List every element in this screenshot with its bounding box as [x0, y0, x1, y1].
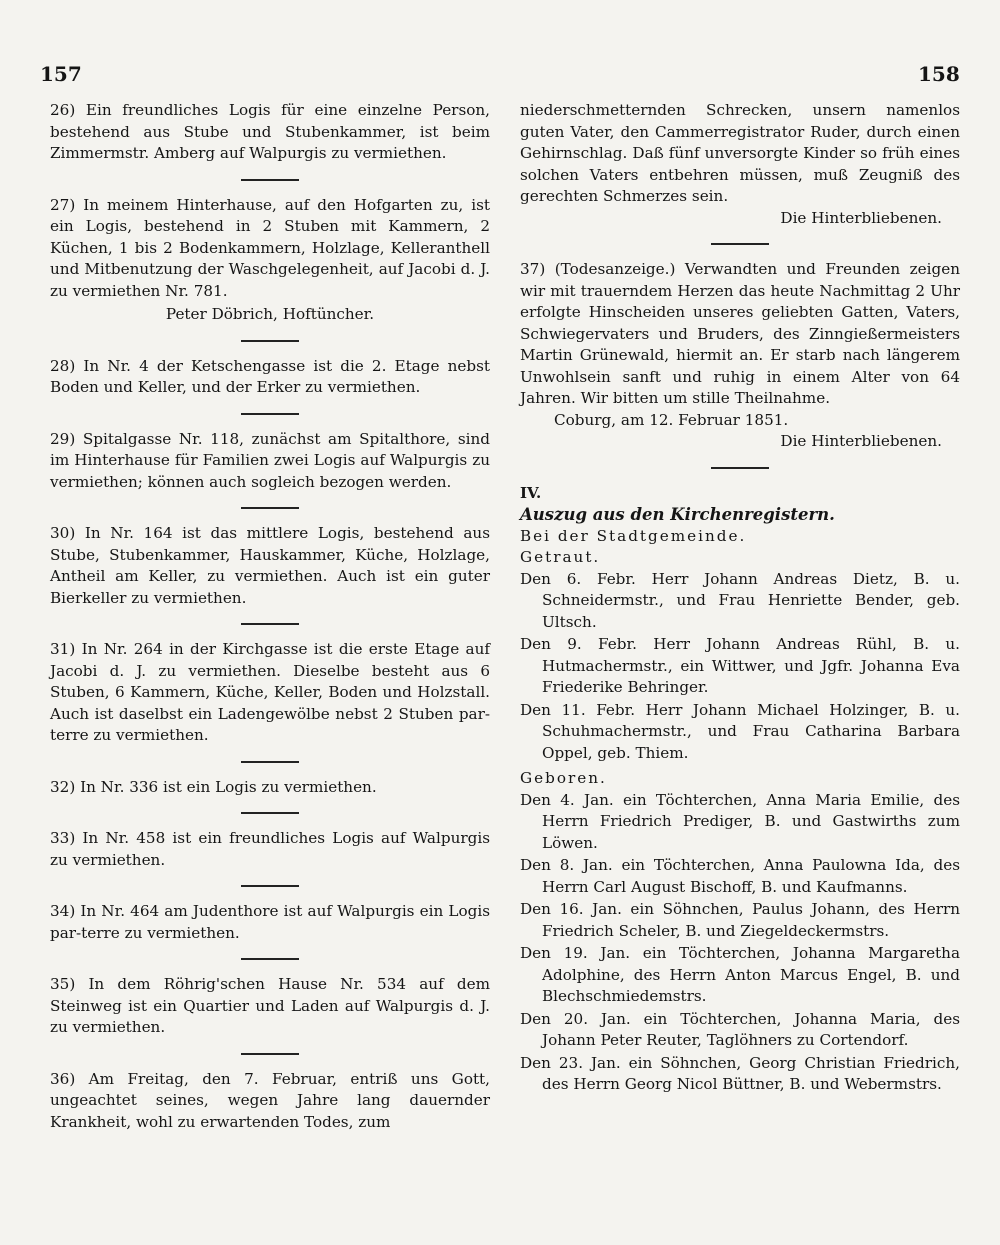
separator-rule [241, 1053, 299, 1055]
notice-36-continuation: niederschmetternden Schrecken, unsern namenlos guten Vater, den Cammerregistrator Ruder, durch einen Gehirnschlag. Daß fünf unversorgte Kinder so früh eines solchen Vaters entbehren müssen, muß Zeugniß des gerechten Schmerzes sein. [520, 101, 960, 205]
notice-37-signature: Die Hinterbliebenen. [780, 432, 942, 450]
separator-rule [241, 413, 299, 415]
married-heading: Getraut. [520, 548, 601, 566]
separator-rule [241, 958, 299, 960]
marriage-record: Den 9. Febr. Herr Johann Andreas Rühl, B. u. Hutmachermstr., ein Wittwer, und Jgfr. Johanna Eva Friederike Behringer. [520, 635, 960, 696]
notice-27: 27) In meinem Hinterhause, auf den Hofgarten zu, ist ein Logis, bestehend in 2 Stuben mit Kammern, 2 Küchen, 1 bis 2 Bodenkammern, Holzlage, Kelleranthell und Mitbenutzung der Waschgelegenheit, auf Jacobi d. J. zu vermiethen Nr. 781. [50, 195, 490, 300]
birth-record: Den 8. Jan. ein Töchterchen, Anna Paulowna Ida, des Herrn Carl August Bischoff, B. und Kaufmanns. [520, 856, 960, 896]
notice-34: 34) In Nr. 464 am Judenthore ist auf Walpurgis ein Logis par-terre zu vermiethen. [50, 902, 490, 942]
notice-31: 31) In Nr. 264 in der Kirchgasse ist die erste Etage auf Jacobi d. J. zu vermiethen. Dieselbe besteht aus 6 Stuben, 6 Kammern, Küche, Keller, Boden und Holzstall. Auch ist daselbst ein Ladengewölbe nebst 2 Stuben par-terre zu vermiethen. [50, 640, 490, 744]
notice-28: 28) In Nr. 4 der Ketschengasse ist die 2. Etage nebst Boden und Keller, und der Erker zu vermiethen. [50, 356, 490, 396]
separator-rule [241, 507, 299, 509]
section-title: Auszug aus den Kirchenregistern. [520, 505, 835, 524]
page-number-left: 157 [40, 62, 82, 86]
notice-27-signature: Peter Döbrich, Hoftüncher. [165, 305, 375, 323]
notice-35: 35) In dem Röhrig'schen Hause Nr. 534 auf dem Steinweg ist ein Quartier und Laden auf Walpurgis d. J. zu vermiethen. [50, 975, 490, 1036]
birth-record: Den 16. Jan. ein Söhnchen, Paulus Johann, des Herrn Friedrich Scheler, B. und Ziegeldeckermstrs. [520, 900, 960, 940]
separator-rule [241, 812, 299, 814]
parish-heading: Bei der Stadtgemeinde. [520, 526, 747, 545]
marriage-record: Den 11. Febr. Herr Johann Michael Holzinger, B. u. Schuhmachermstr., und Frau Catharina Barbara Oppel, geb. Thiem. [520, 700, 960, 762]
birth-record: Den 19. Jan. ein Töchterchen, Johanna Margaretha Adolphine, des Herrn Anton Marcus Engel, B. und Blechschmiedemstrs. [520, 944, 960, 1005]
notice-36-signature: Die Hinterbliebenen. [780, 208, 942, 227]
separator-rule [241, 761, 299, 763]
born-heading: Geboren. [520, 769, 607, 787]
separator-rule [241, 885, 299, 887]
notice-29: 29) Spitalgasse Nr. 118, zunächst am Spitalthore, sind im Hinterhause für Familien zwei Logis auf Walpurgis zu vermiethen; können auch sogleich bezogen werden. [50, 429, 490, 491]
right-column [520, 100, 960, 1097]
notice-30: 30) In Nr. 164 ist das mittlere Logis, bestehend aus Stube, Stubenkammer, Hauskammer, Küche, Holzlage, Antheil am Keller, zu vermiethen. Auch ist ein guter Bierkeller zu vermiethen. [50, 524, 490, 607]
notice-36: 36) Am Freitag, den 7. Februar, entriß uns Gott, ungeachtet seines, wegen Jahre lang dauernder Krankheit, wohl zu erwartenden Todes, zum [50, 1069, 490, 1131]
separator-rule [711, 467, 769, 469]
left-column [50, 100, 490, 1133]
marriage-record: Den 6. Febr. Herr Johann Andreas Dietz, B. u. Schneidermstr., und Frau Henriette Bender, geb. Ultsch. [520, 569, 960, 631]
separator-rule [241, 340, 299, 342]
notice-37: 37) (Todesanzeige.) Verwandten und Freunden zeigen wir mit trauerndem Herzen das heute Nachmittag 2 Uhr erfolgte Hinscheiden unseres geliebten Gatten, Vaters, Schwiegervaters und Bruders, des Zinngießermeisters Martin Grünewald, hiermit an. Er starb nach längerem Unwohlsein sanft und ruhig in einem Alter von 64 Jahren. Wir bitten um stille Theilnahme. [520, 260, 960, 407]
birth-record: Den 4. Jan. ein Töchterchen, Anna Maria Emilie, des Herrn Friedrich Prediger, B. und Gastwirths zum Löwen. [520, 790, 960, 852]
notice-37-place-date: Coburg, am 12. Februar 1851. [554, 410, 789, 429]
page-number-right: 158 [918, 62, 960, 86]
notice-26: 26) Ein freundliches Logis für eine einzelne Person, bestehend aus Stube und Stubenkammer, ist beim Zimmermstr. Amberg auf Walpurgis zu vermiethen. [50, 101, 490, 162]
birth-record: Den 23. Jan. ein Söhnchen, Georg Christian Friedrich, des Herrn Georg Nicol Büttner, B. und Webermstrs. [520, 1053, 960, 1093]
separator-rule [241, 623, 299, 625]
section-number: IV. [520, 483, 542, 502]
notice-32: 32) In Nr. 336 ist ein Logis zu vermiethen. [50, 777, 377, 796]
notice-33: 33) In Nr. 458 ist ein freundliches Logis auf Walpurgis zu vermiethen. [50, 829, 490, 869]
separator-rule [711, 243, 769, 245]
birth-record: Den 20. Jan. ein Töchterchen, Johanna Maria, des Johann Peter Reuter, Taglöhners zu Cortendorf. [520, 1009, 960, 1049]
separator-rule [241, 179, 299, 181]
